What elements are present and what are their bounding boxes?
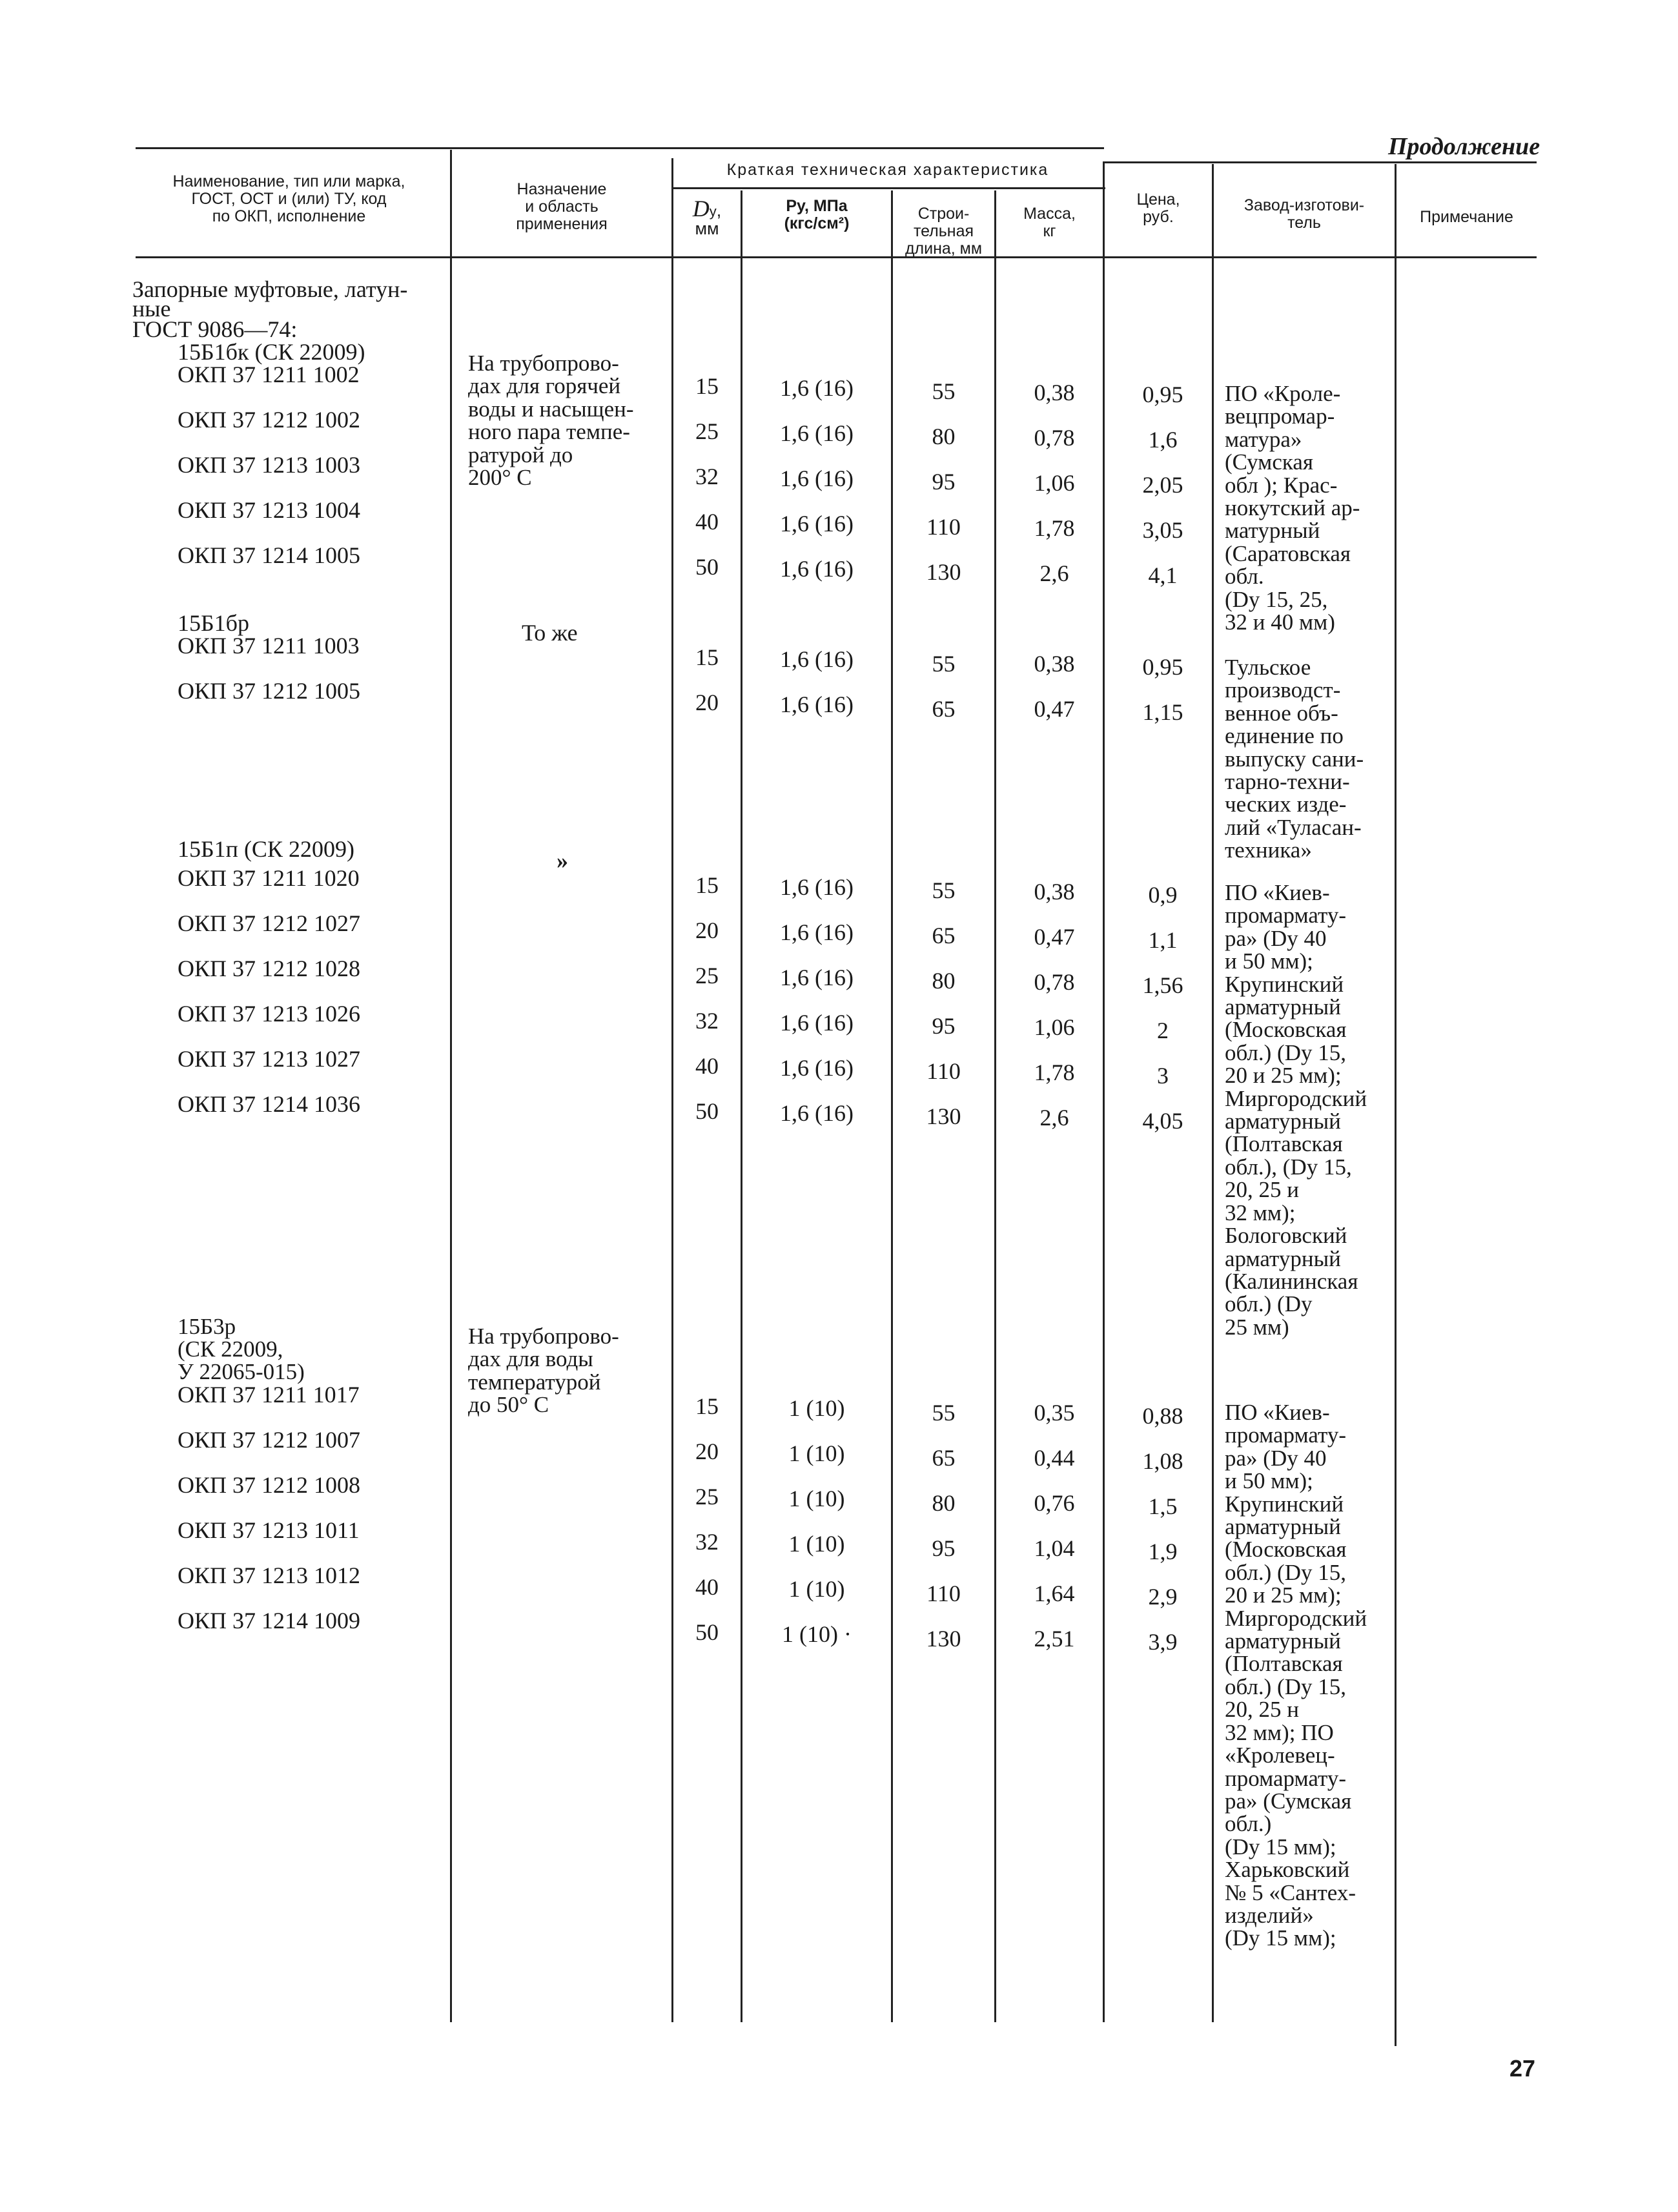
dy-value: 20 <box>695 1439 719 1464</box>
mass-value: 1,64 <box>1034 1581 1075 1606</box>
mass-value: 2,6 <box>1039 1105 1069 1131</box>
header-price: Цена, руб. <box>1136 190 1180 226</box>
py-value: 1,6 (16) <box>780 691 854 717</box>
py-value: 1,6 (16) <box>780 1055 854 1081</box>
header-bottom-rule <box>136 256 1537 258</box>
group-maker: ПО «Киев- промармату- ра» (Dу 40 и 50 мм); Крупинский арматурный (Московская обл.) (Dу 15, 20 и 25 мм); Миргородский арматурный (Полтавская обл.), (Dу 15, 20, 25 и 32 мм); Бологовский арматурный (Калининская обл.) (Dу 25 мм) <box>1225 880 1367 1340</box>
dy-value: 15 <box>695 644 719 670</box>
dy-value: 40 <box>695 1574 719 1600</box>
py-value: 1,6 (16) <box>780 965 854 990</box>
dy-value: 32 <box>695 1529 719 1555</box>
mass-value: 1,06 <box>1034 470 1075 496</box>
length-value: 55 <box>932 877 956 903</box>
mass-value: 0,38 <box>1034 651 1075 677</box>
mass-value: 0,47 <box>1034 696 1075 722</box>
price-value: 0,95 <box>1142 654 1183 680</box>
col-rule-note <box>1395 164 1397 2046</box>
price-value: 4,05 <box>1142 1108 1183 1134</box>
section-title-cont: ные <box>132 296 171 322</box>
mass-value: 0,47 <box>1034 924 1075 950</box>
mass-value: 2,51 <box>1034 1626 1075 1652</box>
mass-value: 1,06 <box>1034 1014 1075 1040</box>
dy-value: 50 <box>695 1619 719 1645</box>
okp-code: ОКП 37 1212 1002 <box>178 407 361 433</box>
length-value: 110 <box>926 1058 961 1084</box>
header-mass: Масса, кг <box>1023 205 1076 240</box>
header-spec-group: Краткая техническая характеристика <box>726 161 1049 179</box>
price-value: 1,15 <box>1142 699 1183 725</box>
group-maker: Тульское производст- венное объ- единение по выпуску сани- тарно-техни- ческих изде- лий «Туласан- техника» <box>1225 655 1364 863</box>
okp-code: ОКП 37 1213 1003 <box>178 452 361 478</box>
okp-code: ОКП 37 1214 1009 <box>178 1608 361 1633</box>
top-rule-right <box>1104 161 1537 163</box>
okp-code: ОКП 37 1211 1002 <box>178 362 360 387</box>
mass-value: 2,6 <box>1039 560 1069 586</box>
py-value: 1,6 (16) <box>780 1010 854 1036</box>
dy-value: 20 <box>695 690 719 715</box>
py-value: 1 (10) <box>788 1576 845 1602</box>
dy-value: 32 <box>695 464 719 489</box>
mass-value: 0,78 <box>1034 425 1075 451</box>
mass-value: 1,78 <box>1034 515 1075 541</box>
py-value: 1,6 (16) <box>780 874 854 900</box>
length-value: 95 <box>932 469 956 495</box>
price-value: 3,9 <box>1148 1629 1178 1655</box>
okp-code: ОКП 37 1212 1007 <box>178 1427 361 1453</box>
dy-value: 15 <box>695 373 719 399</box>
mass-value: 0,44 <box>1034 1445 1075 1471</box>
py-value: 1,6 (16) <box>780 556 854 582</box>
header-note: Примечание <box>1420 208 1513 226</box>
price-value: 3 <box>1157 1063 1169 1089</box>
price-value: 2 <box>1157 1018 1169 1043</box>
py-value: 1,6 (16) <box>780 466 854 491</box>
page-number: 27 <box>1509 2055 1536 2082</box>
ditto-mark: » <box>557 848 568 874</box>
length-value: 130 <box>926 559 961 585</box>
price-value: 1,1 <box>1148 927 1178 953</box>
dy-value: 50 <box>695 554 719 580</box>
length-value: 65 <box>932 923 956 948</box>
py-value: 1 (10) <box>788 1486 845 1511</box>
price-value: 2,05 <box>1142 472 1183 498</box>
header-length: Строи- тельная длина, мм <box>905 205 983 258</box>
section-gost: ГОСТ 9086—74: <box>132 316 298 342</box>
length-value: 55 <box>932 651 956 677</box>
okp-code: ОКП 37 1212 1005 <box>178 678 361 704</box>
group-purpose: На трубопрово- дах для горячей воды и насыщен- ного пара темпе- ратурой до 200° С <box>468 351 634 491</box>
group-model: 15Б1бр <box>178 610 249 636</box>
price-value: 0,95 <box>1142 382 1183 407</box>
price-value: 1,56 <box>1142 972 1183 998</box>
okp-code: ОКП 37 1214 1005 <box>178 542 361 568</box>
length-value: 55 <box>932 1400 956 1426</box>
length-value: 95 <box>932 1013 956 1039</box>
dy-value: 25 <box>695 1484 719 1510</box>
dy-value: 25 <box>695 418 719 444</box>
okp-code: ОКП 37 1213 1004 <box>178 497 361 523</box>
okp-code: ОКП 37 1211 1017 <box>178 1382 360 1408</box>
mass-value: 0,38 <box>1034 380 1075 405</box>
dy-value: 40 <box>695 1053 719 1079</box>
okp-code: ОКП 37 1213 1012 <box>178 1562 361 1588</box>
length-value: 95 <box>932 1535 956 1561</box>
dy-value: 15 <box>695 872 719 898</box>
dy-value: 32 <box>695 1008 719 1034</box>
okp-code: ОКП 37 1211 1020 <box>178 865 360 891</box>
py-value: 1,6 (16) <box>780 511 854 537</box>
dy-value: 15 <box>695 1393 719 1419</box>
dy-value: 40 <box>695 509 719 535</box>
length-value: 65 <box>932 1445 956 1471</box>
py-value: 1,6 (16) <box>780 420 854 446</box>
price-value: 2,9 <box>1148 1584 1178 1610</box>
length-value: 130 <box>926 1626 961 1652</box>
mass-value: 1,04 <box>1034 1535 1075 1561</box>
header-purpose: Назначение и область применения <box>516 180 608 233</box>
group-model: 15Б1бк (СК 22009) <box>178 339 365 365</box>
okp-code: ОКП 37 1213 1027 <box>178 1046 361 1072</box>
mass-value: 0,76 <box>1034 1490 1075 1516</box>
price-value: 1,5 <box>1148 1493 1178 1519</box>
continuation-label: Продолжение <box>1388 133 1540 160</box>
py-value: 1,6 (16) <box>780 375 854 401</box>
okp-code: ОКП 37 1212 1028 <box>178 956 361 981</box>
okp-code: ОКП 37 1214 1036 <box>178 1091 361 1117</box>
header-maker: Завод-изготови- тель <box>1243 196 1365 232</box>
mass-value: 1,78 <box>1034 1060 1075 1085</box>
okp-code: ОКП 37 1213 1011 <box>178 1517 360 1543</box>
length-value: 130 <box>926 1103 961 1129</box>
mass-value: 0,78 <box>1034 969 1075 995</box>
py-value: 1,6 (16) <box>780 919 854 945</box>
price-value: 3,05 <box>1142 517 1183 543</box>
length-value: 80 <box>932 968 956 994</box>
price-value: 0,9 <box>1148 882 1178 908</box>
price-value: 0,88 <box>1142 1403 1183 1429</box>
py-value: 1 (10) <box>788 1395 845 1421</box>
py-value: 1 (10) · <box>782 1621 852 1647</box>
group-purpose: На трубопрово- дах для воды температурой до 50° С <box>468 1324 619 1418</box>
okp-code: ОКП 37 1213 1026 <box>178 1001 361 1027</box>
section-title: Запорные муфтовые, латун- <box>132 276 408 302</box>
py-value: 1 (10) <box>788 1531 845 1557</box>
length-value: 55 <box>932 378 956 404</box>
header-py: Pу, МПа (кгс/см²) <box>784 197 850 232</box>
py-value: 1 (10) <box>788 1440 845 1466</box>
length-value: 80 <box>932 1490 956 1516</box>
group-maker: ПО «Киев- промармату- ра» (Dу 40 и 50 мм); Крупинский арматурный (Московская обл.) (Dу 15, 20 и 25 мм); Миргородский арматурный (Полтавская обл.) (Dу 15, 20, 25 н 32 мм); ПО «Кролевец- промармату- ра» (Сумская обл.) (Dу 15 мм); Харьковский № 5 «Сантех- изделий» (Dу 15 мм); <box>1225 1400 1367 1951</box>
okp-code: ОКП 37 1211 1003 <box>178 633 360 659</box>
price-value: 4,1 <box>1148 562 1178 588</box>
length-value: 65 <box>932 696 956 722</box>
top-rule-left <box>136 147 1104 149</box>
mass-value: 0,35 <box>1034 1400 1075 1426</box>
py-value: 1,6 (16) <box>780 646 854 672</box>
group-purpose: То же <box>522 620 578 646</box>
length-value: 110 <box>926 1581 961 1606</box>
header-name: Наименование, тип или марка, ГОСТ, ОСТ и (или) ТУ, код по ОКП, исполнение <box>172 172 405 225</box>
group-model: 15Б1п (СК 22009) <box>178 836 354 862</box>
dy-value: 25 <box>695 963 719 988</box>
okp-code: ОКП 37 1212 1008 <box>178 1472 361 1498</box>
dy-value: 50 <box>695 1098 719 1124</box>
price-value: 1,6 <box>1148 427 1178 453</box>
header-dy: Dу, мм <box>692 196 722 238</box>
length-value: 80 <box>932 424 956 449</box>
col-rule-purpose <box>450 150 452 2022</box>
length-value: 110 <box>926 514 961 540</box>
group-model: 15Б3р (СК 22009, У 22065-015) <box>178 1314 305 1384</box>
group-maker: ПО «Кроле- вецпромар- матура» (Сумская обл ); Крас- нокутский ар- матурный (Саратовская обл. (Dу 15, 25, 32 и 40 мм) <box>1225 381 1360 635</box>
price-value: 1,9 <box>1148 1539 1178 1564</box>
mass-value: 0,38 <box>1034 879 1075 905</box>
okp-code: ОКП 37 1212 1027 <box>178 910 361 936</box>
dy-value: 20 <box>695 917 719 943</box>
price-value: 1,08 <box>1142 1448 1183 1474</box>
py-value: 1,6 (16) <box>780 1100 854 1126</box>
spec-group-rule <box>671 187 1105 189</box>
